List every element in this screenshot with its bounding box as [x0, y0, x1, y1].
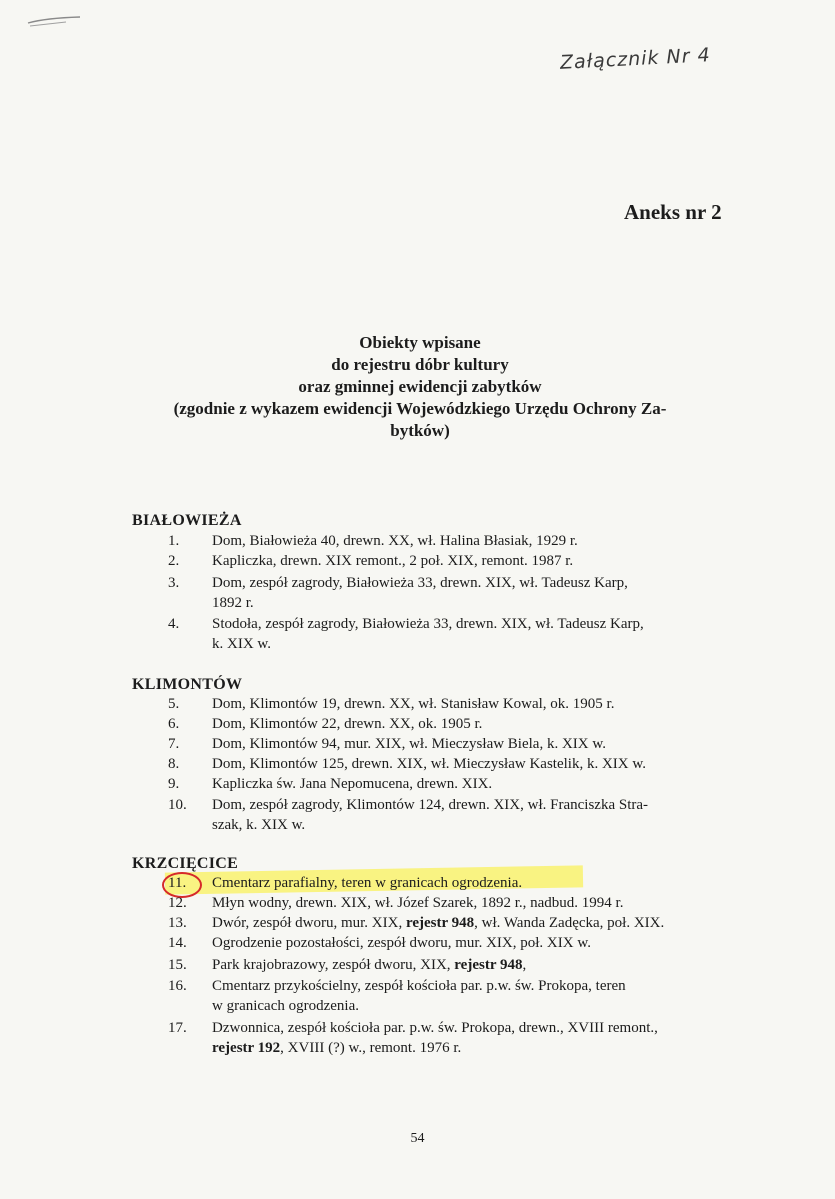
item-number: 6. [168, 716, 180, 732]
section-title-klimontow: KLIMONTÓW [132, 676, 243, 693]
item-text: Dom, zespół zagrody, Klimontów 124, drewn. XIX, wł. Franciszka Stra- szak, k. XIX w. [212, 797, 649, 833]
annex-title: Aneks nr 2 [624, 200, 722, 224]
item-number: 15. [168, 957, 187, 973]
section-title-bialowieza: BIAŁOWIEŻA [132, 512, 242, 529]
item-text: Dom, Klimontów 94, mur. XIX, wł. Mieczysław Biela, k. XIX w. [212, 736, 606, 752]
scan-artifact-mark [26, 14, 82, 28]
item-text: Młyn wodny, drewn. XIX, wł. Józef Szarek, 1892 r., nadbud. 1994 r. [212, 895, 624, 911]
item-text: Stodoła, zespół zagrody, Białowieża 33, drewn. XIX, wł. Tadeusz Karp, k. XIX w. [212, 616, 644, 652]
heading-line: Obiekty wpisane [359, 333, 481, 352]
item-number: 11. [168, 875, 187, 891]
item-text: Dom, Klimontów 22, drewn. XX, ok. 1905 r. [212, 716, 483, 732]
item-text: Dom, Klimontów 19, drewn. XX, wł. Stanisław Kowal, ok. 1905 r. [212, 696, 615, 712]
item-text: Cmentarz parafialny, teren w granicach ogrodzenia. [212, 875, 523, 891]
item-number: 16. [168, 978, 187, 994]
item-text: Dom, zespół zagrody, Białowieża 33, drewn. XIX, wł. Tadeusz Karp, 1892 r. [212, 575, 628, 611]
item-number: 4. [168, 616, 180, 632]
item-number: 13. [168, 915, 187, 931]
section-title-krzciecice: KRZCIĘCICE [132, 855, 239, 872]
item-text: Cmentarz przykościelny, zespół kościoła par. p.w. św. Prokopa, teren w granicach ogrodzenia. [212, 978, 626, 1014]
item-text: Ogrodzenie pozostałości, zespół dworu, mur. XIX, poł. XIX w. [212, 935, 591, 951]
heading-line: do rejestru dóbr kultury [331, 355, 509, 374]
item-text: Kapliczka św. Jana Nepomucena, drewn. XIX. [212, 776, 493, 792]
item-number: 7. [168, 736, 180, 752]
item-number: 17. [168, 1020, 187, 1036]
item-number: 1. [168, 533, 180, 549]
item-text: Dom, Białowieża 40, drewn. XX, wł. Halina Błasiak, 1929 r. [212, 533, 578, 549]
item-text: Dzwonnica, zespół kościoła par. p.w. św. Prokopa, drewn., XVIII remont., rejestr 192, XVIII (?) w., remont. 1976 r. [212, 1020, 658, 1056]
document-heading [120, 332, 720, 442]
item-number: 12. [168, 895, 187, 911]
item-text: Dom, Klimontów 125, drewn. XIX, wł. Mieczysław Kastelik, k. XIX w. [212, 756, 646, 772]
heading-line: (zgodnie z wykazem ewidencji Wojewódzkiego Urzędu Ochrony Za- [173, 399, 667, 418]
heading-line: oraz gminnej ewidencji zabytków [298, 377, 542, 396]
item-number: 9. [168, 776, 180, 792]
item-number: 10. [168, 797, 187, 813]
heading-line: bytków) [390, 421, 450, 440]
page-number: 54 [410, 1131, 425, 1146]
item-number: 3. [168, 575, 180, 591]
item-number: 8. [168, 756, 180, 772]
handwritten-note: Załącznik Nr 4 [559, 44, 712, 74]
item-number: 2. [168, 553, 180, 569]
item-text: Park krajobrazowy, zespół dworu, XIX, rejestr 948, [212, 957, 527, 973]
item-number: 5. [168, 696, 180, 712]
item-number: 14. [168, 935, 187, 951]
item-text: Kapliczka, drewn. XIX remont., 2 poł. XIX, remont. 1987 r. [212, 553, 574, 569]
item-text: Dwór, zespół dworu, mur. XIX, rejestr 948, wł. Wanda Zadęcka, poł. XIX. [212, 915, 665, 931]
